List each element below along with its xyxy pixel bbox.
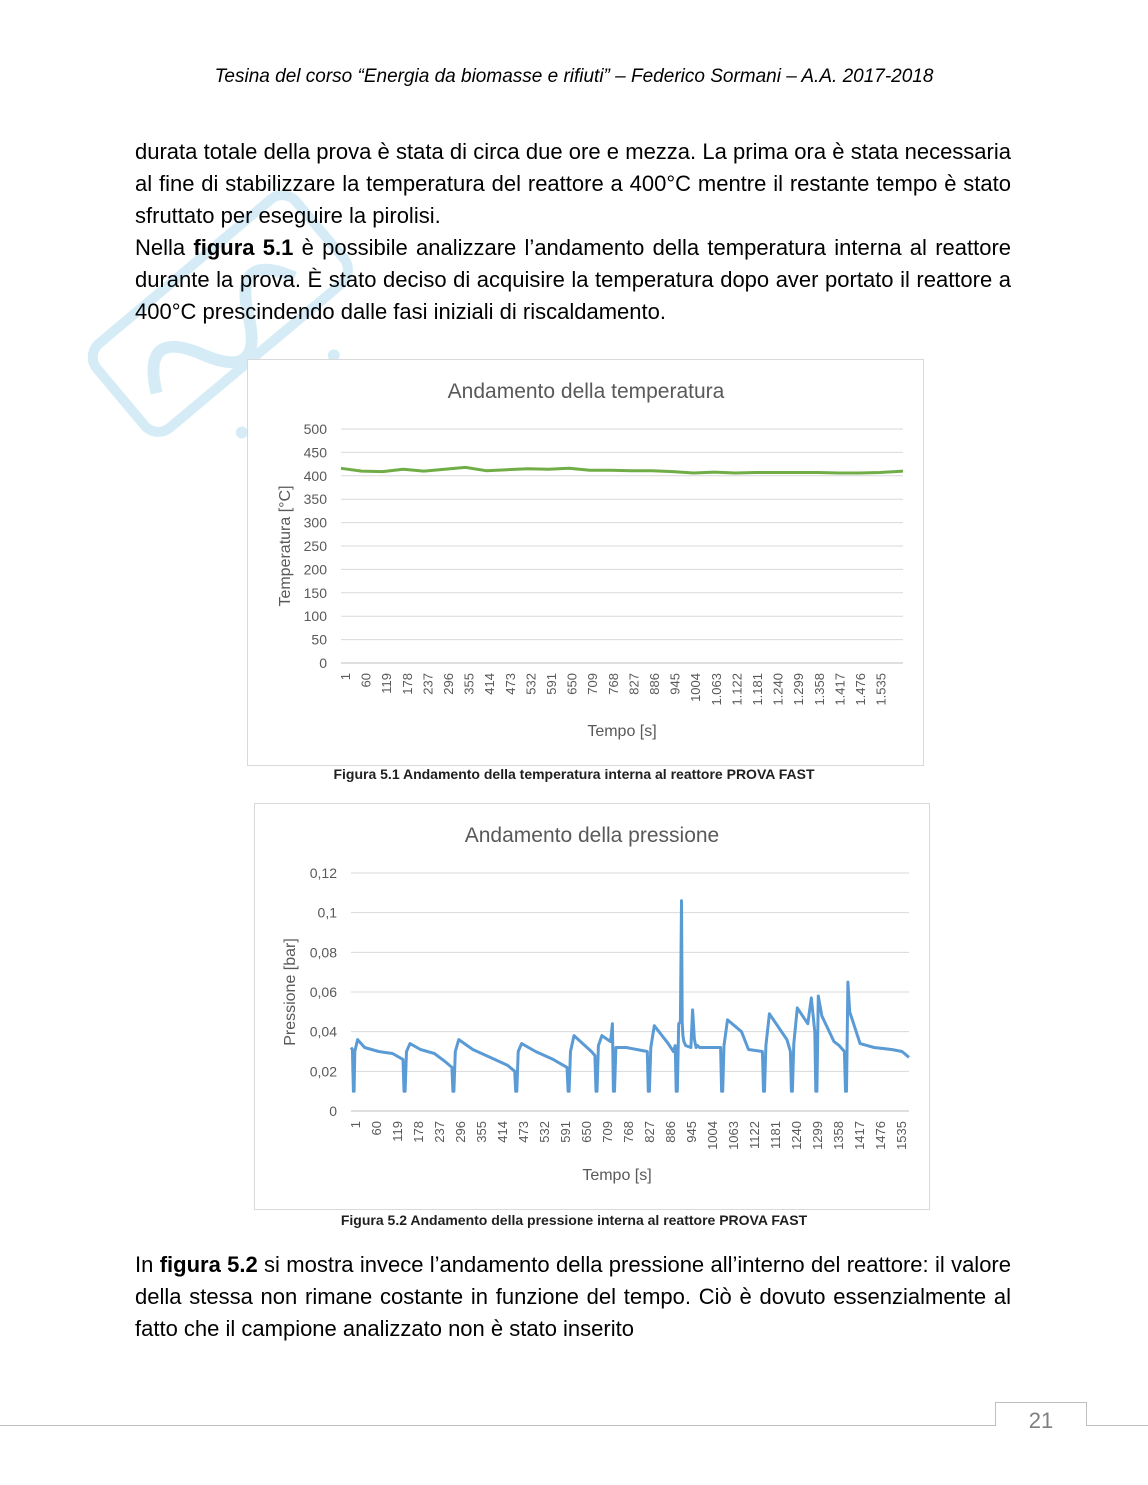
temperature-y-tick-label: 50	[311, 631, 327, 648]
page-number: 21	[1028, 1408, 1054, 1433]
temperature-x-tick-label: 355	[461, 673, 477, 695]
running-header: Tesina del corso “Energia da biomasse e rifiuti” – Federico Sormani – A.A. 2017-2018	[214, 66, 934, 87]
temperature-x-tick-label: 532	[523, 673, 539, 695]
temperature-x-tick-label: 178	[399, 673, 415, 695]
body-paragraph-1: durata totale della prova è stata di circa due ore e mezza. La prima ora è stata necessaria al fine di stabilizzare la temperatura del reattore a 400°C mentre il restante tempo è stato sfruttato per eseguire la pirolisi.	[135, 139, 1011, 228]
temperature-x-axis-title: Tempo [s]	[587, 723, 657, 740]
paragraph-3-text-before: In	[135, 1252, 160, 1277]
temperature-y-tick-label: 400	[303, 467, 327, 484]
temperature-series-line	[341, 467, 903, 473]
body-paragraph-3	[135, 1249, 1011, 1345]
figure-reference-5-2: figura 5.2	[159, 1252, 258, 1277]
pressure-x-tick-label: 296	[453, 1121, 468, 1143]
temperature-x-tick-label: 237	[420, 673, 436, 695]
pressure-x-tick-label: 1476	[873, 1121, 888, 1150]
temperature-x-tick-label: 1.299	[791, 673, 807, 706]
paragraph-3-text-after: si mostra invece l’andamento della pressione all’interno del reattore: il valore della stessa non rimane costante in funzione del tempo. Ciò è dovuto essenzialmente al fatto che il campione analizzato non è stato inserito	[135, 1252, 1011, 1341]
pressure-x-tick-label: 1299	[810, 1121, 825, 1150]
temperature-y-tick-label: 500	[303, 421, 327, 437]
pressure-y-tick-label: 0,02	[309, 1063, 337, 1080]
pressure-x-tick-label: 709	[600, 1121, 615, 1143]
pressure-x-tick-label: 1004	[705, 1121, 720, 1150]
temperature-x-tick-label: 886	[647, 673, 662, 695]
body-paragraph-2	[135, 232, 1011, 328]
pressure-x-tick-label: 473	[516, 1121, 531, 1143]
temperature-y-tick-label: 450	[303, 444, 327, 461]
pressure-chart-svg	[255, 804, 929, 1209]
temperature-chart-title: Andamento della temperatura	[447, 380, 725, 403]
pressure-y-tick-label: 0,1	[317, 904, 337, 921]
pressure-x-tick-label: 178	[411, 1121, 426, 1143]
temperature-x-tick-label: 1.181	[750, 673, 765, 706]
paragraph-2-text-after: è possibile analizzare l’andamento della temperatura interna al reattore durante la prova. È stato deciso di acquisire la temperatura dopo aver portato il reattore a 400°C prescindendo dalle fasi iniziali di riscaldamento.	[135, 235, 1012, 324]
pressure-chart	[254, 803, 930, 1210]
pressure-y-tick-label: 0,06	[309, 984, 337, 1000]
temperature-x-tick-label: 1.122	[729, 673, 745, 706]
pressure-y-tick-label: 0,12	[309, 865, 337, 881]
temperature-x-tick-label: 1.535	[873, 673, 889, 706]
temperature-x-tick-label: 1.417	[832, 673, 848, 706]
pressure-y-axis-title: Pressione [bar]	[282, 938, 299, 1046]
pressure-x-tick-label: 827	[642, 1121, 657, 1143]
pressure-series-line	[351, 901, 909, 1091]
temperature-x-tick-label: 827	[626, 673, 642, 695]
temperature-x-tick-label: 60	[358, 673, 374, 688]
temperature-x-tick-label: 945	[667, 673, 683, 695]
pressure-x-tick-label: 768	[621, 1121, 636, 1143]
pressure-x-tick-label: 60	[369, 1121, 384, 1136]
temperature-y-tick-label: 350	[303, 491, 327, 508]
pressure-x-tick-label: 1417	[852, 1121, 867, 1150]
pressure-x-tick-label: 119	[390, 1121, 405, 1142]
pressure-x-axis-title: Tempo [s]	[582, 1167, 652, 1184]
temperature-x-tick-label: 296	[441, 673, 456, 695]
pressure-x-tick-label: 591	[558, 1121, 573, 1143]
pressure-y-tick-label: 0,04	[309, 1023, 337, 1040]
temperature-x-tick-label: 1.358	[811, 673, 827, 706]
pressure-y-tick-label: 0	[329, 1103, 337, 1119]
pressure-x-tick-label: 1535	[894, 1121, 909, 1150]
temperature-y-tick-label: 0	[319, 655, 327, 671]
figure-caption-5-2: Figura 5.2 Andamento della pressione interna al reattore PROVA FAST	[340, 1212, 808, 1228]
pressure-x-tick-label: 886	[663, 1121, 678, 1143]
pressure-x-tick-label: 1358	[831, 1121, 846, 1150]
paragraph-2-text-before: Nella	[135, 235, 194, 260]
temperature-x-tick-label: 414	[482, 673, 498, 695]
temperature-x-tick-label: 1.240	[770, 673, 786, 706]
temperature-y-axis-title: Temperatura [°C]	[277, 485, 294, 607]
footer-rule	[0, 1425, 1148, 1426]
pressure-x-tick-label: 650	[579, 1121, 594, 1143]
temperature-x-tick-label: 709	[585, 673, 601, 695]
pressure-x-tick-label: 1122	[747, 1121, 762, 1149]
pressure-x-tick-label: 414	[495, 1121, 510, 1143]
pressure-x-tick-label: 1181	[768, 1121, 783, 1149]
temperature-x-tick-label: 1	[338, 673, 353, 681]
pressure-x-tick-label: 237	[432, 1121, 447, 1143]
temperature-x-tick-label: 119	[379, 673, 395, 694]
temperature-x-tick-label: 1004	[688, 673, 704, 702]
pressure-x-tick-label: 945	[684, 1121, 699, 1143]
temperature-y-tick-label: 200	[303, 561, 327, 578]
temperature-x-tick-label: 473	[502, 673, 518, 695]
pressure-x-tick-label: 1	[348, 1121, 363, 1129]
pressure-x-tick-label: 532	[537, 1121, 552, 1143]
temperature-y-tick-label: 100	[303, 608, 327, 625]
figure-reference-5-1: figura 5.1	[193, 235, 294, 260]
temperature-x-tick-label: 1.063	[708, 673, 724, 706]
temperature-x-tick-label: 650	[564, 673, 580, 695]
pressure-y-tick-label: 0,08	[309, 944, 337, 961]
pressure-x-tick-label: 1063	[726, 1121, 741, 1150]
temperature-y-tick-label: 250	[303, 538, 327, 554]
temperature-x-tick-label: 768	[605, 673, 621, 695]
temperature-x-tick-label: 591	[544, 673, 559, 695]
temperature-chart	[247, 359, 924, 766]
pressure-x-tick-label: 355	[474, 1121, 489, 1143]
temperature-x-tick-label: 1.476	[853, 673, 868, 706]
temperature-y-tick-label: 300	[303, 514, 327, 531]
temperature-chart-svg	[248, 360, 923, 765]
pressure-chart-title: Andamento della pressione	[464, 824, 720, 847]
figure-caption-5-1: Figura 5.1 Andamento della temperatura interna al reattore PROVA FAST	[333, 766, 815, 782]
temperature-y-tick-label: 150	[303, 584, 327, 601]
pressure-x-tick-label: 1240	[789, 1121, 804, 1150]
